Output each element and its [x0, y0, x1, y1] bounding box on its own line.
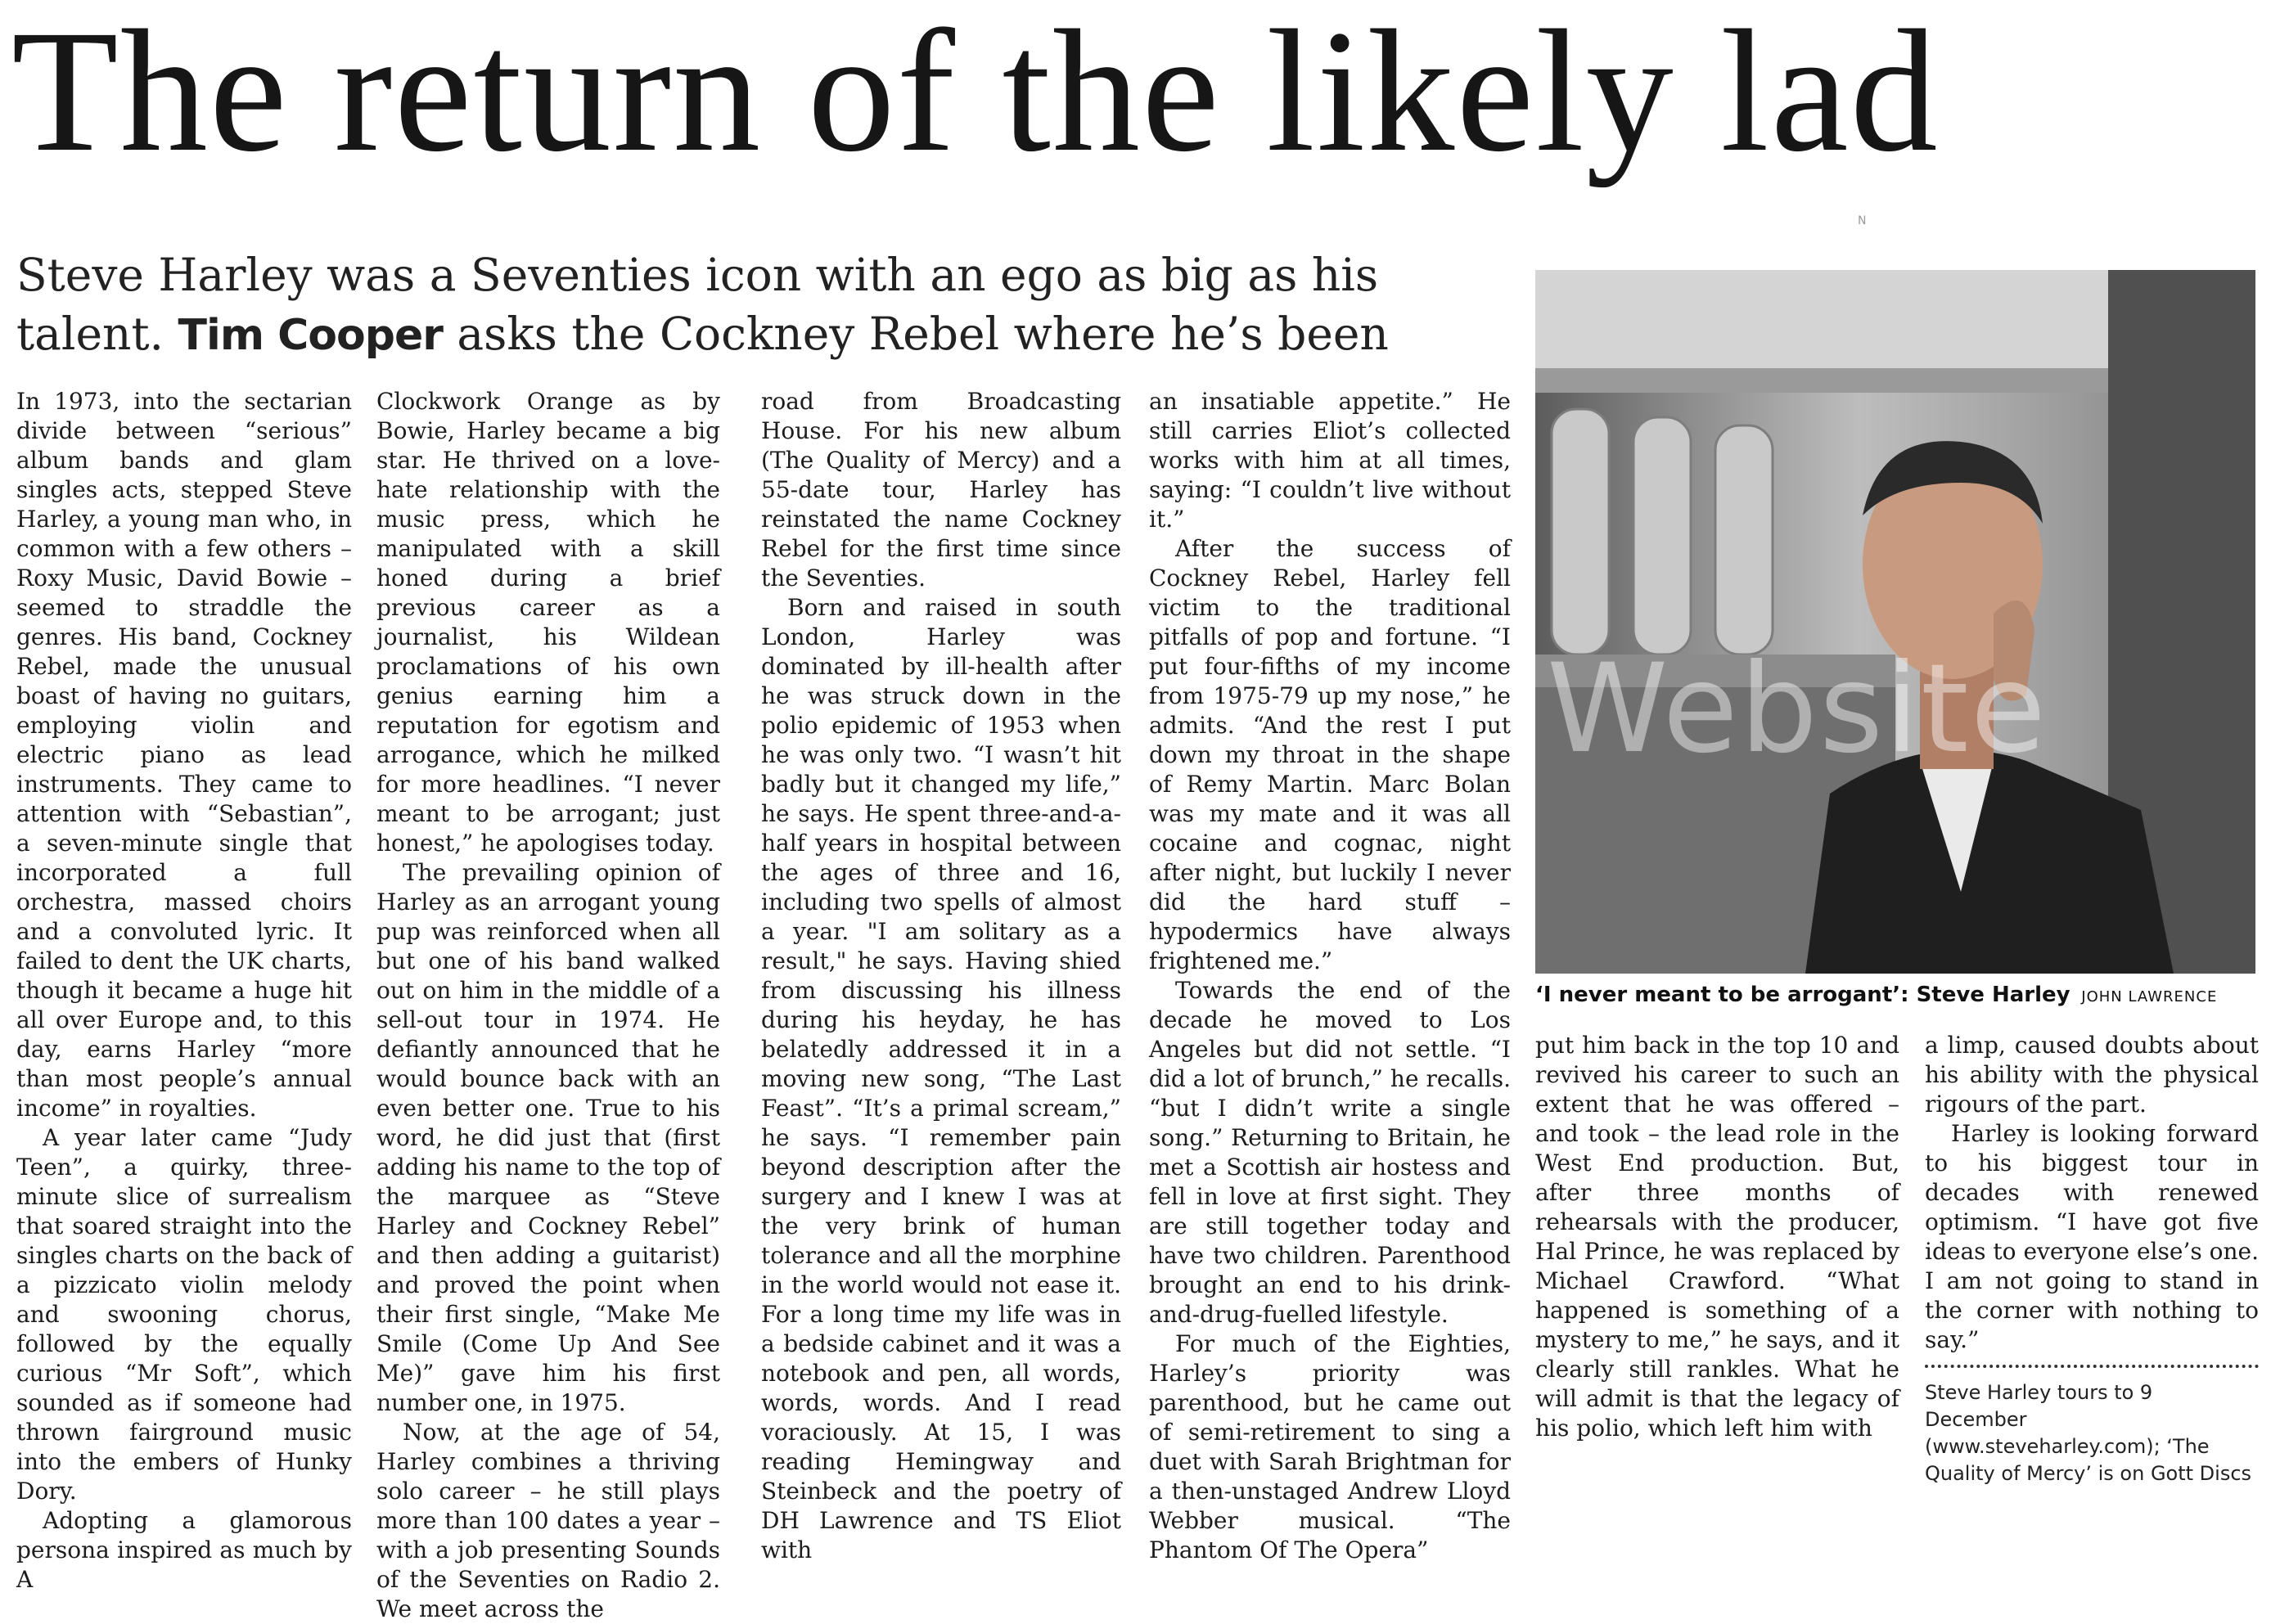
article-column-5: [1535, 1031, 1899, 1442]
paragraph: an insatiable appetite.” He still carries Eliot’s collected works with him at all times, saying: “I couldn’t live without it.”: [1149, 388, 1511, 533]
paragraph: For much of the Eighties, Harley’s priority was parenthood, but he came out of semi-retirement to sing a duet with Sarah Brightman for a then-unstaged Andrew Lloyd Webber musical. “The Phantom Of The Opera”: [1149, 1330, 1511, 1563]
paragraph: Adopting a glamorous persona inspired as much by A: [16, 1507, 352, 1593]
caption-quote: ‘I never meant to be arrogant’: Steve Harley: [1535, 983, 2070, 1007]
paragraph: a limp, caused doubts about his ability with the physical rigours of the part.: [1925, 1032, 2259, 1118]
tour-endnote: Steve Harley tours to 9 December (www.steveharley.com); ‘The Quality of Mercy’ is on Gott Discs: [1925, 1381, 2252, 1485]
article-column-3: [761, 387, 1121, 1563]
article-column-4: [1149, 387, 1511, 1563]
paragraph: The prevailing opinion of Harley as an arrogant young pup was reinforced when all but one of his band walked out on him in the middle of a sell-out tour in 1974. He defiantly announced that he would bounce back with an even better one. True to his word, he did just that (first adding his name to the top of the marquee as “Steve Harley and Cockney Rebel” and then adding a guitarist) and proved the point when their first single, “Make Me Smile (Come Up And See Me)” gave him his first number one, in 1975.: [376, 859, 720, 1416]
paragraph: Now, at the age of 54, Harley combines a thriving solo career – he still plays more than 100 dates a year – with a job presenting Sounds of the Seventies on Radio 2. We meet across the: [376, 1419, 720, 1622]
paragraph: After the success of Cockney Rebel, Harley fell victim to the traditional pitfalls of pop and fortune. “I put four-fifths of my income from 1975-79 up my nose,” he admits. “And the rest I put down my throat in the shape of Remy Martin. Marc Bolan was my mate and it was all cocaine and cognac, night after night, but luckily I never did the hard stuff – hypodermics have always frightened me.”: [1149, 535, 1511, 974]
standfirst-lead: Steve Harley was a Seventies icon with an ego as big as his talent.: [16, 249, 1379, 360]
corner-mark: N: [1858, 214, 1867, 227]
paragraph: In 1973, into the sectarian divide between “serious” album bands and glam singles acts, stepped Steve Harley, a young man who, in common with a few others – Roxy Music, David Bowie – seemed to straddle the genres. His band, Cockney Rebel, made the unusual boast of having no guitars, employing violin and electric piano as lead instruments. They came to attention with “Sebastian”, a seven-minute single that incorporated a full orchestra, massed choirs and a convoluted lyric. It failed to dent the UK charts, though it became a huge hit all over Europe and, to this day, earns Harley “more than most people’s annual income” in royalties.: [16, 388, 352, 1122]
standfirst: [16, 245, 1489, 365]
paragraph: Born and raised in south London, Harley was dominated by ill-health after he was struck down in the polio epidemic of 1953 when he was only two. “I wasn’t hit badly but it changed my life,” he says. He spent three-and-a-half years in hospital between the ages of three and 16, including two spells of almost a year. "I am solitary as a result," he says. Having shied from discussing his illness during his heyday, he has belatedly addressed it in a moving new song, “The Last Feast”. “It’s a primal scream,” he says. “I remember pain beyond description after the surgery and I knew I was at the very brink of human tolerance and all the morphine in the world would not ease it. For a long time my life was in a bedside cabinet and it was a notebook and pen, all words, words, words. And I read voraciously. At 15, I was reading Hemingway and Steinbeck and the poetry of DH Lawrence and TS Eliot with: [761, 594, 1121, 1563]
paragraph: put him back in the top 10 and revived his career to such an extent that he was offered – and took – the lead role in the West End production. But, after three months of rehearsals with the producer, Hal Prince, he was replaced by Michael Crawford. “What happened is something of a mystery to me,” he says, and it clearly still rankles. What he will admit is that the legacy of his polio, which left him with: [1535, 1032, 1899, 1442]
paragraph: Harley is looking forward to his biggest tour in decades with renewed optimism. “I have got five ideas to everyone else’s one. I am not going to stand in the corner with nothing to say.”: [1925, 1120, 2259, 1353]
paragraph: road from Broadcasting House. For his new album (The Quality of Mercy) and a 55-date tour, Harley has reinstated the name Cockney Rebel for the first time since the Seventies.: [761, 388, 1121, 592]
headline: The return of the likely lad: [11, 0, 1940, 188]
dotted-divider: [1925, 1365, 2259, 1368]
paragraph: Towards the end of the decade he moved to Los Angeles but did not settle. “I did a lot of brunch,” he recalls. “but I didn’t write a single song.” Returning to Britain, he met a Scottish air hostess and fell in love at first sight. They are still together today and have two children. Parenthood brought an end to his drink-and-drug-fuelled lifestyle.: [1149, 977, 1511, 1328]
paragraph: Clockwork Orange as by Bowie, Harley became a big star. He thrived on a love-hate relationship with the music press, which he manipulated with a skill honed during a brief previous career as a journalist, his Wildean proclamations of his own genius earning him a reputation for egotism and arrogance, which he milked for more headlines. “I never meant to be arrogant; just honest,” he apologises today.: [376, 388, 720, 857]
byline: Tim Cooper: [178, 311, 443, 360]
portrait-illustration: [1535, 270, 2255, 974]
standfirst-tail: asks the Cockney Rebel where he’s been: [457, 308, 1389, 360]
photo-steve-harley: [1535, 270, 2255, 974]
photo-caption: [1535, 982, 2255, 1010]
article-column-6: [1925, 1031, 2259, 1485]
paragraph: A year later came “Judy Teen”, a quirky, three-minute slice of surrealism that soared straight into the singles charts on the back of a pizzicato violin melody and swooning chorus, followed by the equally curious “Mr Soft”, which sounded as if someone had thrown fairground music into the embers of Hunky Dory.: [16, 1124, 352, 1505]
watermark-text: Website: [1547, 638, 2048, 781]
article-column-2: [376, 387, 720, 1622]
article-column-1: [16, 387, 352, 1593]
photo-credit: JOHN LAWRENCE: [2081, 988, 2218, 1005]
